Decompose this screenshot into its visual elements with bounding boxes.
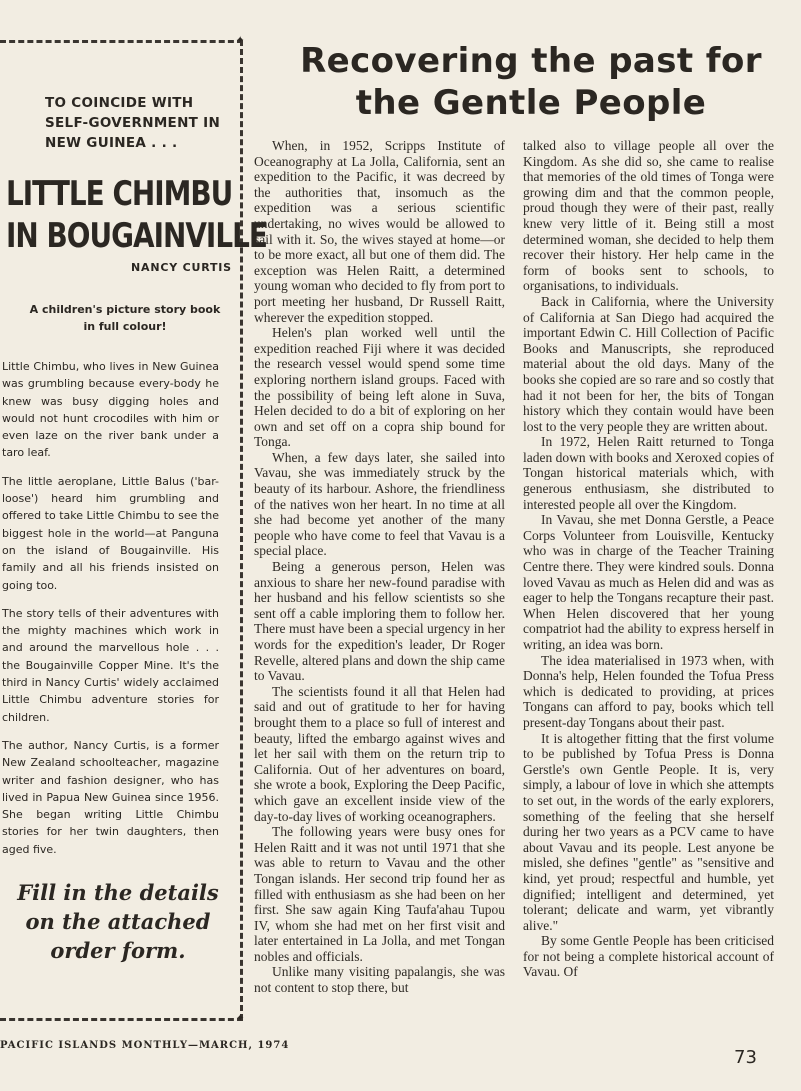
article-title [262, 40, 800, 124]
ad-paragraph: The little aeroplane, Little Balus ('bar-loose') heard him grumbling and offered to take Little Chimbu to see the biggest hole in the world—at Panguna on the island of Bougainville. His family and all his friends insisted on going too. [2, 474, 219, 592]
article-paragraph: Back in California, where the University of California at San Diego had acquired the important Edwin C. Hill Collection of Pacific Books and Manuscripts, she reproduced material about the old days. Many of the books she copied are so rare and so costly that had it not been for her, the bits of Tongan history which they contain would have been lost to the very people they are written about. [523, 293, 774, 434]
ad-paragraph: Little Chimbu, who lives in New Guinea was grumbling because every-body he knew was busy digging holes and would not hunt crocodiles with him or even laze on the river bank under a taro leaf. [2, 360, 219, 460]
article-title-line: the Gentle People [355, 83, 707, 123]
book-tagline-line: A children's picture story book [29, 303, 221, 316]
ad-cta-line: Fill in the details [17, 880, 219, 905]
book-title [6, 173, 267, 257]
book-title-line: LITTLE CHIMBU [6, 174, 233, 214]
ad-headline-line: SELF-GOVERNMENT IN [45, 115, 221, 131]
article-paragraph: Unlike many visiting papalangis, she was not content to stop there, but [254, 964, 505, 996]
ad-cta-line: order form. [50, 938, 186, 963]
ad-corner-ornament-icon: ✦ [236, 35, 245, 46]
article-column-left [254, 138, 505, 996]
article-paragraph: The following years were busy ones for Helen Raitt and it was not until 1971 that she was able to return to Vavau and the other Tongan islands. Her second trip found her as filled with enthusiasm as she had been on her first. She saw again King Taufa'ahau Tupou IV, whom she had met on her first visit and later entertained in La Jolla, and met Tongan nobles and officials. [254, 824, 505, 964]
article-paragraph: When, a few days later, she sailed into Vavau, she was immediately struck by the beauty of its harbour. Ashore, the friendliness of the natives won her heart. In no time at all she had become yet another of the many people who have come to feel that Vavau is a special place. [254, 449, 505, 559]
article-title-line: Recovering the past for [300, 41, 762, 81]
article-paragraph: Helen's plan worked well until the expedition reached Fiji where it was decided the research vessel would spend some time exploring northern island groups. Faced with the possibility of being left alone in Suva, Helen decided to do a bit of exploring on her own and set off on a copra ship bound for Tonga. [254, 325, 505, 450]
ad-paragraph: The author, Nancy Curtis, is a former New Zealand schoolteacher, magazine writer and fashion designer, who has lived in Papua New Guinea since 1956. She began writing Little Chimbu stories for her twin daughters, then aged five. [2, 738, 219, 856]
ad-description [2, 358, 219, 869]
book-author: NANCY CURTIS [131, 261, 232, 274]
ad-border-bottom [0, 1018, 243, 1021]
article-paragraph: talked also to village people all over the Kingdom. As she did so, she came to realise that memories of the old times of Tonga were growing dim and that the common people, proud though they were of their past, really knew very little of it. Being still a most determined woman, she decided to help them recover their history. Her help came in the form of books sent to schools, to organisations, to individuals. [523, 138, 774, 294]
book-tagline [20, 301, 230, 335]
ad-headline [45, 93, 235, 153]
page-number: 73 [734, 1047, 757, 1068]
ad-border-top [0, 40, 243, 43]
article-paragraph: In 1972, Helen Raitt returned to Tonga laden down with books and Xeroxed copies of Tongan historical materials which, with generous enthusiasm, she distributed to interested people all over the Kingdom. [523, 434, 774, 512]
ad-corner-ornament-icon: ✦ [236, 1013, 245, 1024]
book-title-line: IN BOUGAINVILLE [6, 216, 267, 256]
article-paragraph: By some Gentle People has been criticised for not being a complete historical account of Vavau. Of [523, 933, 774, 980]
article-paragraph: The idea materialised in 1973 when, with Donna's help, Helen founded the Tofua Press which is dedicated to providing, at prices Tongans can afford to pay, books which tell present-day Tongans about their past. [523, 652, 774, 730]
article-paragraph: It is altogether fitting that the first volume to be published by Tofua Press is Donna Gerstle's own Gentle People. It is, very simply, a labour of love in which she attempts to set out, in the words of the early explorers, something of the feeling that she herself during her two years as a PCV came to have about Vavau and its people. Lest anyone be misled, she defines "gentle" as "sensitive and kind, yet proud; respectful and humble, yet dignified; intelligent and determined, yet tolerant; delicate and warm, yet vibrantly alive." [523, 730, 774, 933]
ad-headline-line: TO COINCIDE WITH [45, 95, 194, 111]
article-paragraph: When, in 1952, Scripps Institute of Oceanography at La Jolla, California, sent an expedition to the Pacific, it was decreed by the authorities that, insomuch as the expedition was a serious scientific undertaking, no wives would be allowed to sail with it. So, the wives stayed at home—or to be more exact, all but one of them did. The exception was Helen Raitt, a determined young woman who decided to fly from port to port meeting her husband, Dr Russell Raitt, wherever the expedition stopped. [254, 138, 505, 325]
ad-border-right [240, 40, 243, 1020]
book-tagline-line: in full colour! [83, 320, 167, 333]
ad-headline-line: NEW GUINEA . . . [45, 135, 178, 151]
ad-call-to-action [2, 878, 234, 965]
ad-cta-line: on the attached [25, 909, 211, 934]
article-paragraph: The scientists found it all that Helen had said and out of gratitude to her for having brought them to a place so full of interest and beauty, lifted the embargo against wives and let her sail with them on the return trip to California. Out of her adventures on board, she wrote a book, Exploring the Deep Pacific, which gave an excellent inside view of the day-to-day lives of working oceanographers. [254, 683, 505, 824]
ad-paragraph: The story tells of their adventures with the mighty machines which work in and around the marvellous hole . . . the Bougainville Copper Mine. It's the third in Nancy Curtis' widely acclaimed Little Chimbu adventure stories for children. [2, 606, 219, 724]
article-paragraph: In Vavau, she met Donna Gerstle, a Peace Corps Volunteer from Louisville, Kentucky who was in charge of the Teacher Training Centre there. They were kindred souls. Donna loved Vavau as much as Helen did and was as eager to help the Tongans recapture their past. When Helen discovered that her young compatriot had the ability to express herself in writing, an idea was born. [523, 512, 774, 652]
article-column-right [523, 138, 774, 980]
publication-footer: PACIFIC ISLANDS MONTHLY—MARCH, 1974 [0, 1040, 290, 1051]
article-paragraph: Being a generous person, Helen was anxious to share her new-found paradise with her husband and his fellow scientists so she sent off a cable imploring them to follow her. There must have been a special urgency in her words for the expedition's leader, Dr Roger Revelle, altered plans and down the ship came to Vavau. [254, 559, 505, 684]
